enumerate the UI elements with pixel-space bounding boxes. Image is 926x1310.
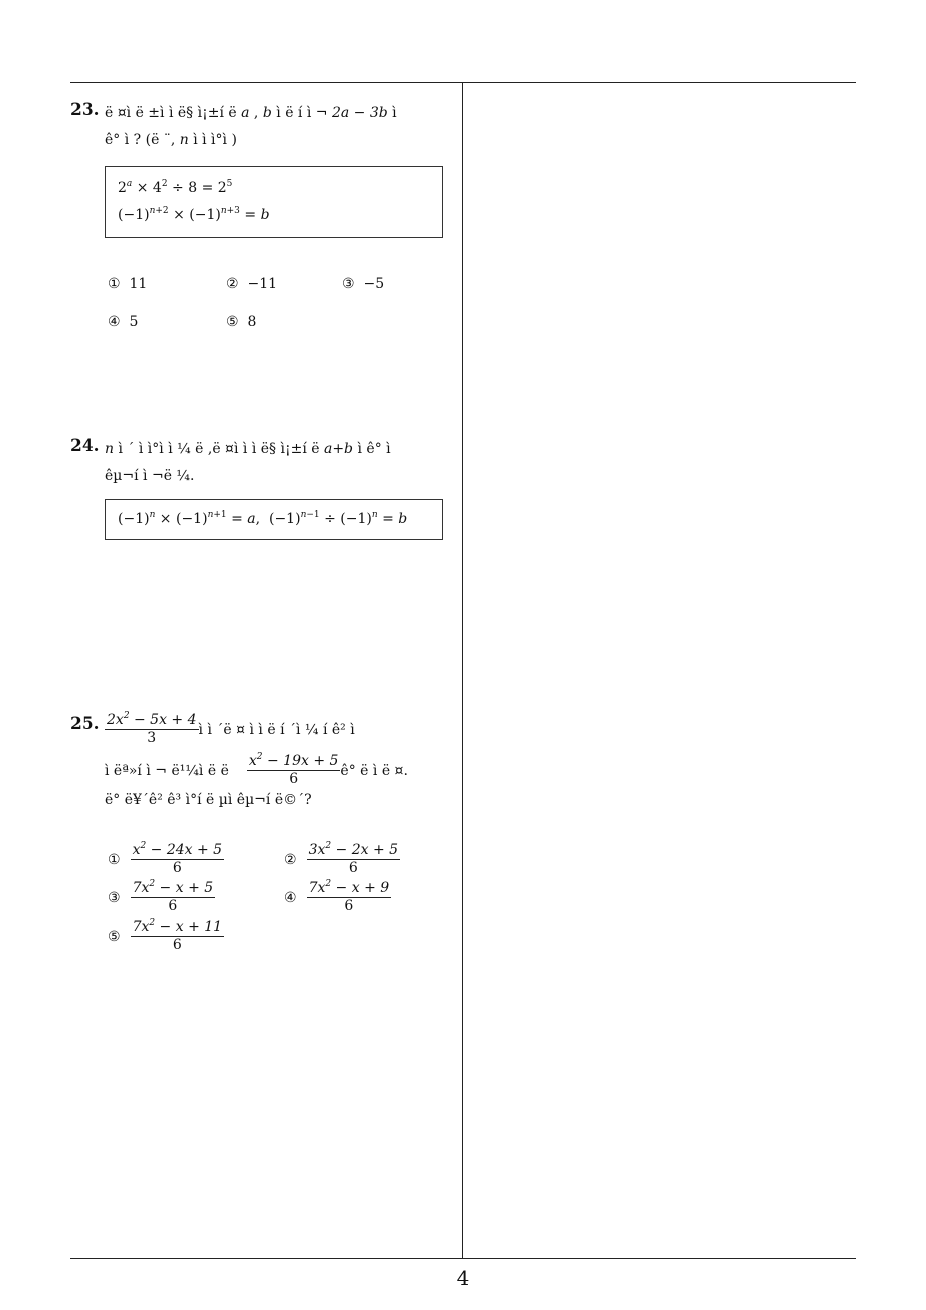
choice-3[interactable]: ③ $\frac{7x^2 - x + 5}{6}$ bbox=[108, 879, 214, 914]
question-text bbox=[105, 100, 452, 154]
text-fragment: ì ì ´ë ¤ ì ì ë í ´ì ¼ í ê² ì bbox=[198, 721, 355, 738]
fraction-denominator: 3 bbox=[147, 730, 157, 746]
var-n: n bbox=[179, 132, 189, 148]
fraction-numerator: $x^2 - 19x + 5$ bbox=[248, 752, 339, 769]
text-fragment: , bbox=[249, 105, 263, 121]
fraction-2 bbox=[247, 753, 341, 788]
text-fragment: ì ì ì°ì ) bbox=[188, 132, 237, 148]
var-a: a bbox=[241, 105, 250, 121]
text-fragment: ì ëª»í ì ¬ ë¹¼ì ë ë bbox=[105, 762, 229, 779]
top-rule bbox=[70, 82, 856, 83]
line-1 bbox=[105, 712, 452, 747]
text-fragment: ê° ë ì ë ¤. bbox=[340, 762, 408, 779]
fraction-denominator: 6 bbox=[289, 771, 299, 787]
text-fragment: êµ¬í ì ¬ë ¼. bbox=[105, 468, 195, 484]
text-fragment: ì ´ ì ì°ì ì ¼ ë ,ë ¤ì ì ì ë§ ì¡±í ë bbox=[114, 441, 324, 457]
fraction-numerator: $2x^2 - 5x + 4$ bbox=[107, 711, 197, 728]
text-fragment: ì bbox=[387, 105, 397, 121]
var-n: n bbox=[105, 441, 115, 457]
expression: 2a − 3b bbox=[331, 105, 388, 121]
box-line-2: $(-1)^{n+2} \times (-1)^{n+3} = b$ bbox=[118, 206, 270, 223]
question-text bbox=[105, 436, 452, 490]
text-fragment: ë ¤ì ë ±ì ì ë§ ì¡±í ë bbox=[105, 105, 242, 121]
box-line-1: $2^a \times 4^2 \div 8 = 2^5$ bbox=[118, 179, 233, 196]
choice-1[interactable]: ① 11 bbox=[108, 276, 148, 292]
text-fragment: ì ë í ì ¬ bbox=[271, 105, 332, 121]
choice-5[interactable]: ⑤ 8 bbox=[226, 314, 257, 330]
condition-box bbox=[105, 166, 443, 238]
question-25 bbox=[70, 712, 452, 972]
choice-1[interactable]: ① $\frac{x^2 - 24x + 5}{6}$ bbox=[108, 841, 223, 876]
question-number: 23. bbox=[70, 100, 100, 120]
choice-3[interactable]: ③ −5 bbox=[342, 276, 385, 292]
bottom-rule bbox=[70, 1258, 856, 1259]
text-fragment: ì ê° ì bbox=[353, 441, 391, 457]
choice-2[interactable]: ② $\frac{3x^2 - 2x + 5}{6}$ bbox=[284, 841, 399, 876]
question-text bbox=[105, 712, 452, 812]
page-number: 4 bbox=[456, 1266, 470, 1290]
choice-4[interactable]: ④ $\frac{7x^2 - x + 9}{6}$ bbox=[284, 879, 390, 914]
question-23 bbox=[70, 100, 452, 340]
question-number: 25. bbox=[70, 714, 100, 734]
condition-box bbox=[105, 499, 443, 540]
expression: a+b bbox=[323, 441, 354, 457]
question-24 bbox=[70, 436, 452, 556]
choice-4[interactable]: ④ 5 bbox=[108, 314, 139, 330]
question-number: 24. bbox=[70, 436, 100, 456]
box-line: $(-1)^n \times (-1)^{n+1} = a$, $(-1)^{n-1} \div (-1)^n = b$ bbox=[118, 510, 408, 527]
line-2 bbox=[105, 753, 452, 788]
line-3: ë° ë¥´ê² ê³ ì°í ë µì êµ¬í ë©´? bbox=[105, 792, 312, 808]
var-b: b bbox=[262, 105, 272, 121]
choice-5[interactable]: ⑤ $\frac{7x^2 - x + 11}{6}$ bbox=[108, 918, 223, 953]
column-divider bbox=[462, 82, 463, 1258]
choice-2[interactable]: ② −11 bbox=[226, 276, 278, 292]
text-fragment: ê° ì ? (ë ¨, bbox=[105, 132, 180, 148]
fraction-1 bbox=[105, 712, 199, 747]
